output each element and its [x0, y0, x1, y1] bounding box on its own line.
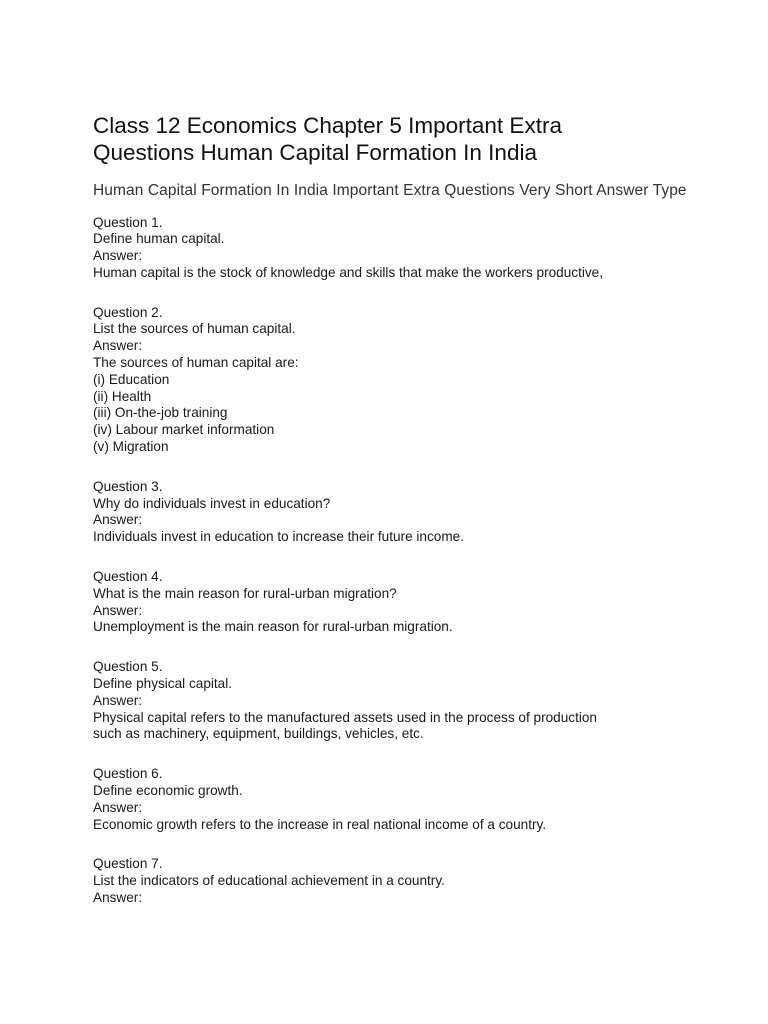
- question-label: Question 1.: [93, 214, 163, 230]
- question-label: Question 6.: [93, 766, 163, 782]
- question-text: What is the main reason for rural-urban migration?: [93, 585, 397, 601]
- question-label: Question 5.: [93, 659, 163, 675]
- question-text: Define economic growth.: [93, 783, 243, 799]
- question-block: [93, 215, 703, 282]
- question-text: Why do individuals invest in education?: [93, 495, 331, 511]
- answer-text: (iv) Labour market information: [93, 422, 275, 438]
- document-title: [93, 112, 703, 166]
- answer-label: Answer:: [93, 512, 143, 528]
- answer-label: Answer:: [93, 338, 143, 354]
- answer-text: Human capital is the stock of knowledge and skills that make the workers productive,: [93, 264, 604, 280]
- question-block: [93, 766, 703, 833]
- question-block: [93, 305, 703, 456]
- question-text: Define human capital.: [93, 231, 225, 247]
- answer-text: (v) Migration: [93, 439, 169, 455]
- title-line-1: Class 12 Economics Chapter 5 Important Extra: [93, 113, 562, 138]
- answer-text: The sources of human capital are:: [93, 355, 299, 371]
- answer-text: Economic growth refers to the increase in real national income of a country.: [93, 816, 547, 832]
- answer-label: Answer:: [93, 248, 143, 264]
- document-page: [93, 112, 703, 930]
- answer-text: (iii) On-the-job training: [93, 405, 228, 421]
- answer-text: Unemployment is the main reason for rural-urban migration.: [93, 619, 453, 635]
- question-block: [93, 856, 703, 906]
- answer-text: Physical capital refers to the manufactured assets used in the process of production: [93, 709, 597, 725]
- question-block: [93, 659, 703, 743]
- question-text: List the sources of human capital.: [93, 321, 296, 337]
- answer-text: such as machinery, equipment, buildings, vehicles, etc.: [93, 726, 424, 742]
- answer-label: Answer:: [93, 890, 143, 905]
- answer-text: (i) Education: [93, 371, 170, 387]
- answer-label: Answer:: [93, 799, 143, 815]
- question-text: List the indicators of educational achievement in a country.: [93, 873, 445, 889]
- answer-text: Individuals invest in education to increase their future income.: [93, 529, 465, 545]
- section-subtitle: Human Capital Formation In India Important Extra Questions Very Short Answer Type: [93, 182, 687, 199]
- question-label: Question 7.: [93, 856, 163, 872]
- question-text: Define physical capital.: [93, 676, 233, 692]
- answer-label: Answer:: [93, 602, 143, 618]
- question-label: Question 4.: [93, 569, 163, 585]
- title-line-2: Questions Human Capital Formation In India: [93, 140, 537, 165]
- question-block: [93, 479, 703, 546]
- question-label: Question 2.: [93, 304, 163, 320]
- answer-label: Answer:: [93, 692, 143, 708]
- question-list: [93, 215, 703, 907]
- question-label: Question 3.: [93, 478, 163, 494]
- answer-text: (ii) Health: [93, 388, 152, 404]
- question-block: [93, 569, 703, 636]
